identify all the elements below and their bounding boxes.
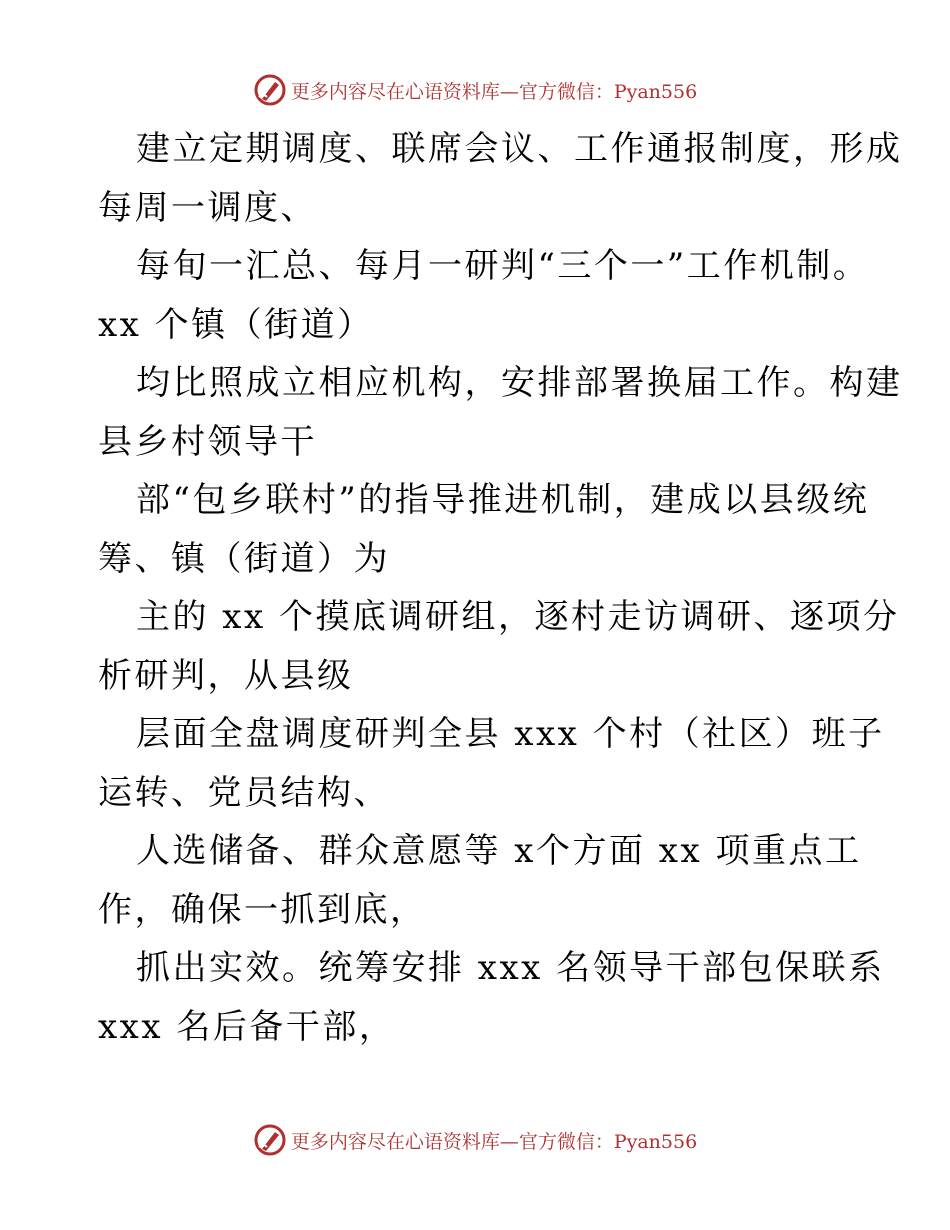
paragraph-3 bbox=[98, 354, 903, 471]
paragraph-line: xx 个镇（街道） bbox=[98, 304, 374, 345]
paragraph-8 bbox=[98, 939, 885, 1056]
paragraph-line: 抓出实效。统筹安排 xxx 名领导干部包保联系 bbox=[136, 948, 885, 988]
quill-circle-icon bbox=[253, 73, 287, 107]
quill-circle-icon bbox=[253, 1123, 287, 1157]
paragraph-line: 主的 xx 个摸底调研组，逐村走访调研、逐项分 bbox=[136, 597, 900, 637]
paragraph-line: 部“包乡联村”的指导推进机制，建成以县级统 bbox=[136, 480, 870, 520]
paragraph-6 bbox=[98, 705, 885, 822]
paragraph-2 bbox=[98, 237, 870, 354]
watermark-text: 更多内容尽在心语资料库—官方微信：Pyan556 bbox=[290, 1130, 698, 1153]
paragraph-4 bbox=[98, 471, 870, 588]
paragraph-line: 每旬一汇总、每月一研判“三个一”工作机制。 bbox=[136, 246, 870, 286]
paragraph-line: 析研判，从县级 bbox=[98, 655, 354, 696]
document-body bbox=[98, 120, 903, 1056]
paragraph-line: 每周一调度、 bbox=[98, 187, 317, 228]
paragraph-line: 运转、党员结构、 bbox=[98, 772, 390, 813]
paragraph-1 bbox=[98, 120, 903, 237]
watermark-text: 更多内容尽在心语资料库—官方微信：Pyan556 bbox=[290, 80, 698, 103]
header-watermark bbox=[0, 70, 950, 110]
paragraph-line: 作，确保一抓到底， bbox=[98, 889, 427, 930]
paragraph-line: 均比照成立相应机构，安排部署换届工作。构建 bbox=[136, 363, 903, 403]
paragraph-line: 人选储备、群众意愿等 x个方面 xx 项重点工 bbox=[136, 831, 862, 871]
paragraph-line: xxx 名后备干部， bbox=[98, 1006, 396, 1047]
paragraph-line: 县乡村领导干 bbox=[98, 421, 317, 462]
footer-watermark bbox=[0, 1120, 950, 1160]
paragraph-line: 层面全盘调度研判全县 xxx 个村（社区）班子 bbox=[136, 714, 885, 754]
paragraph-line: 筹、镇（街道）为 bbox=[98, 538, 390, 579]
paragraph-5 bbox=[98, 588, 900, 705]
paragraph-line: 建立定期调度、联席会议、工作通报制度，形成 bbox=[136, 129, 903, 169]
paragraph-7 bbox=[98, 822, 862, 939]
